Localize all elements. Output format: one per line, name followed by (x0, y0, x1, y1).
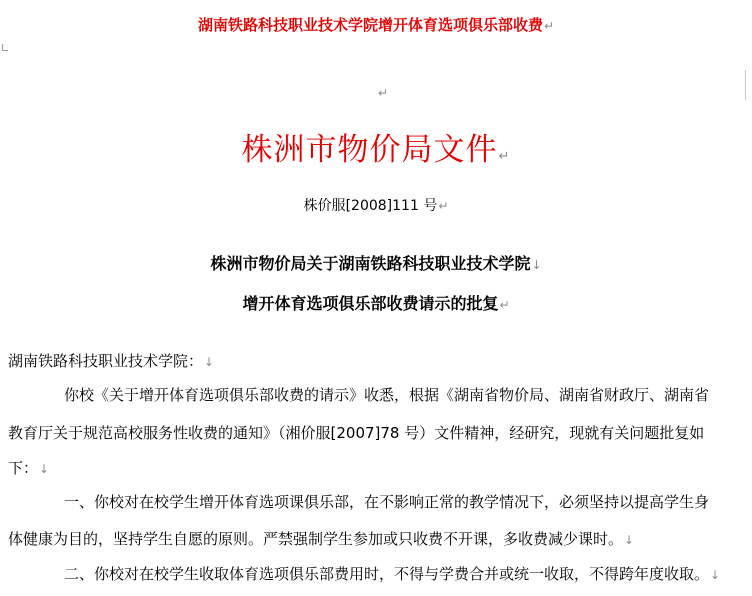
paragraph-mark-icon: ↵ (543, 19, 555, 33)
top-title-text: 湖南铁路科技职业技术学院增开体育选项俱乐部收费 (197, 16, 543, 34)
empty-paragraph (377, 82, 388, 101)
document-number (0, 195, 752, 215)
document-number-text: 株价服[2008]111 号 (303, 198, 438, 214)
addressee-line (8, 350, 752, 371)
line-break-mark-icon: ↓ (710, 568, 721, 582)
margin-corner-icon (2, 44, 8, 51)
issuer-title-text: 株洲市物价局文件 (241, 132, 498, 168)
line-break-mark-icon: ↓ (624, 533, 635, 547)
approval-title-line1-text: 株洲市物价局关于湖南铁路科技职业技术学院 (210, 254, 531, 273)
paragraph2-line2-text: 体健康为目的，坚持学生自愿的原则。严禁强制学生参加或只收费不开课，多收费减少课时。 (8, 530, 624, 548)
approval-title-line1 (0, 251, 752, 274)
paragraph2-line2 (8, 528, 752, 549)
paragraph1-line2 (8, 422, 752, 443)
line-break-mark-icon: ↓ (39, 462, 50, 476)
margin-edge-icon (745, 70, 750, 100)
paragraph1-line3-text: 下： (8, 459, 39, 477)
paragraph-mark-icon: ↵ (438, 199, 449, 213)
paragraph2-line1 (64, 491, 752, 512)
paragraph-mark-icon: ↵ (499, 298, 510, 312)
line-break-mark-icon: ↓ (531, 258, 542, 272)
paragraph3-line1 (64, 563, 752, 584)
paragraph2-line1-text: 一、你校对在校学生增开体育选项课俱乐部，在不影响正常的教学情况下，必须坚持以提高学生身 (64, 493, 710, 511)
paragraph1-line1-text: 你校《关于增开体育选项俱乐部收费的请示》收悉，根据《湖南省物价局、湖南省财政厅、湖南省 (64, 386, 710, 404)
paragraph-mark-icon: ↵ (498, 149, 511, 164)
addressee-text: 湖南铁路科技职业技术学院： (8, 352, 204, 370)
approval-title-line2 (0, 291, 752, 314)
paragraph-mark-icon: ↵ (378, 86, 389, 100)
issuer-title (0, 124, 752, 169)
document-top-title (0, 14, 752, 35)
paragraph3-line1-text: 二、你校对在校学生收取体育选项俱乐部费用时，不得与学费合并或统一收取，不得跨年度收取。 (64, 565, 710, 583)
paragraph1-line2-text: 教育厅关于规范高校服务性收费的通知》（湘价服[2007]78 号）文件精神，经研究，现就有关问题批复如 (8, 424, 705, 442)
paragraph1-line1 (64, 384, 752, 405)
paragraph1-line3 (8, 457, 752, 478)
line-break-mark-icon: ↓ (204, 355, 215, 369)
approval-title-line2-text: 增开体育选项俱乐部收费请示的批复 (242, 294, 499, 313)
